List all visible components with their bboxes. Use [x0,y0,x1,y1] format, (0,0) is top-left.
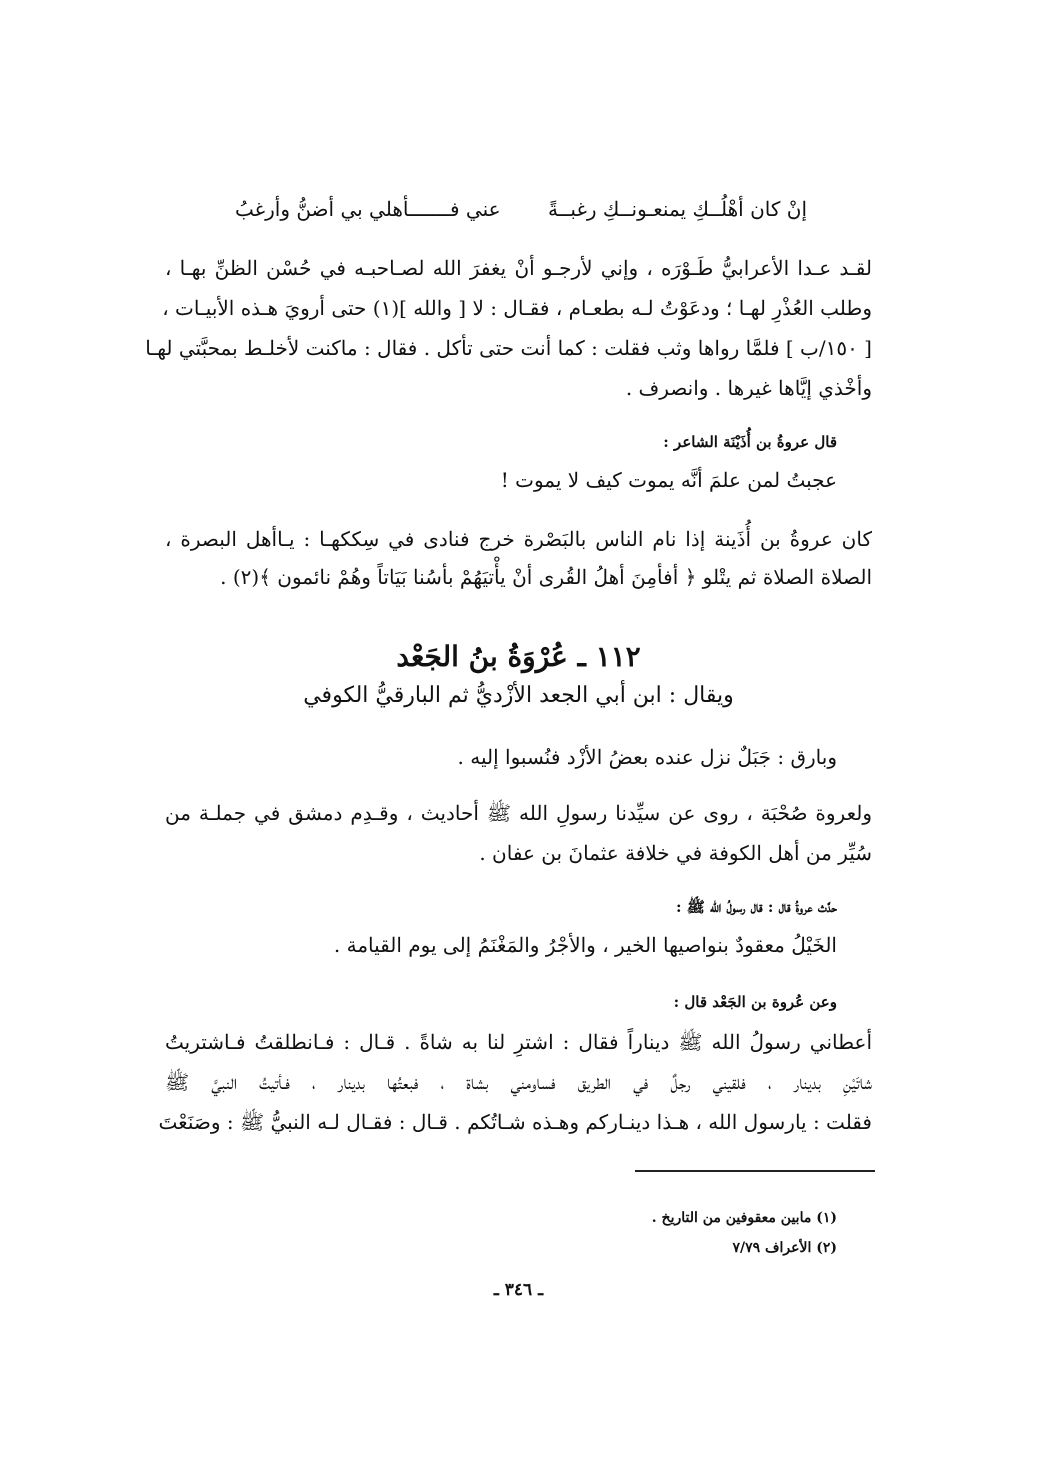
entry-subheading: ويقال : ابن أبي الجعد الأزْديُّ ثم البارقيُّ الكوفي [303,683,734,708]
narration-label: وعن عُروة بن الجَعْد قال : [673,993,837,1011]
footnote-2: (٢) الأعراف ٧/٧٩ [732,1240,837,1256]
hadith-quote: الخَيْلُ معقودٌ بنواصيها الخير ، والأجْرُ والمَغْنَمُ إلى يوم القيامة . [333,933,837,957]
paragraph-line: سُيِّر من أهل الكوفة في خلافة عثمانَ بن عفان . [479,841,872,865]
paragraph-line: لقـد عـدا الأعرابيُّ طَـوْرَه ، وإني لأرجـو أنْ يغفرَ الله لصـاحبـه في حُسْن الظنِّ بهـا ، [165,256,872,280]
page-number: ـ ٣٤٦ ـ [493,1280,544,1300]
footnote-1: (١) مابين معقوفين من التاريخ . [651,1210,837,1226]
hadith-label: حدَّث عروةُ قال : قال رسولُ الله ﷺ : [675,898,837,916]
paragraph-line: كان عروةُ بن أُذَينة إذا نام الناس بالبَصْرة خرج فنادى في سِككهـا : يـاأهل البصرة ، [165,527,872,551]
paragraph-line: ولعروة صُحْبَة ، روى عن سيِّدنا رسولِ الله ﷺ أحاديث ، وقـدِم دمشق في جملـة من [165,801,872,825]
paragraph-line: شاتَيْنِ بدينار ، فلقيني رجلٌ في الطريق فساومني بشاة ، فبعتُها بدينار ، فـأتيتُ النبيَّ ﷺ [165,1070,872,1094]
verse-left-hemistich: عني فـــــــأهلي بي أضنُّ وأرغبُ [235,197,501,221]
verse-right-hemistich: إنْ كان أهْلُــكِ يمنعـونــكِ رغبــةً [547,197,807,221]
paragraph-line: فقلت : يارسول الله ، هـذا دينـاركم وهـذه شـاتُكم . قـال : فقـال لـه النبيُّ ﷺ : وصَنَعْتَ [158,1110,872,1134]
entry-heading: ١١٢ ـ عُرْوَةُ بنُ الجَعْد [396,640,641,673]
paragraph-line: وأخْذي إيَّاها غيرها . وانصرف . [625,376,872,400]
paragraph-line: الصلاة الصلاة ثم يتْلو ﴿ أفأمِنَ أهلُ القُرى أنْ يأْتيَهُمْ بأسُنا بَيَاتاً وهُمْ نائمون ﴾(٢) . [220,565,872,589]
paragraph-line: [ ١٥٠/ب ] فلمَّا رواها وثب فقلت : كما أنت حتى تأكل . فقال : ماكنت لأخلـط بمحبَّتي لهـا [145,336,872,360]
footnote-divider [635,1170,875,1172]
paragraph-line: وبارق : جَبَلٌ نزل عنده بعضُ الأزْد فنُسبوا إليه . [457,745,837,769]
poem-verse [235,197,807,221]
paragraph-line: وطلب العُذْرِ لهـا ؛ ودعَوْتُ لـه بطعـام ، فقـال : لا [ والله ](١) حتى أرويَ هـذه الأبيـات ، [162,296,872,320]
paragraph-line: أعطاني رسولُ الله ﷺ ديناراً فقال : اشترِ لنا به شاةً . قـال : فـانطلقتُ فـاشتريتُ [165,1030,873,1054]
attribution-label: قال عروةُ بن أُذَيْنَة الشاعر : [663,433,837,451]
quote-line: عجبتُ لمن علمَ أنَّه يموت كيف لا يموت ! [500,468,837,492]
